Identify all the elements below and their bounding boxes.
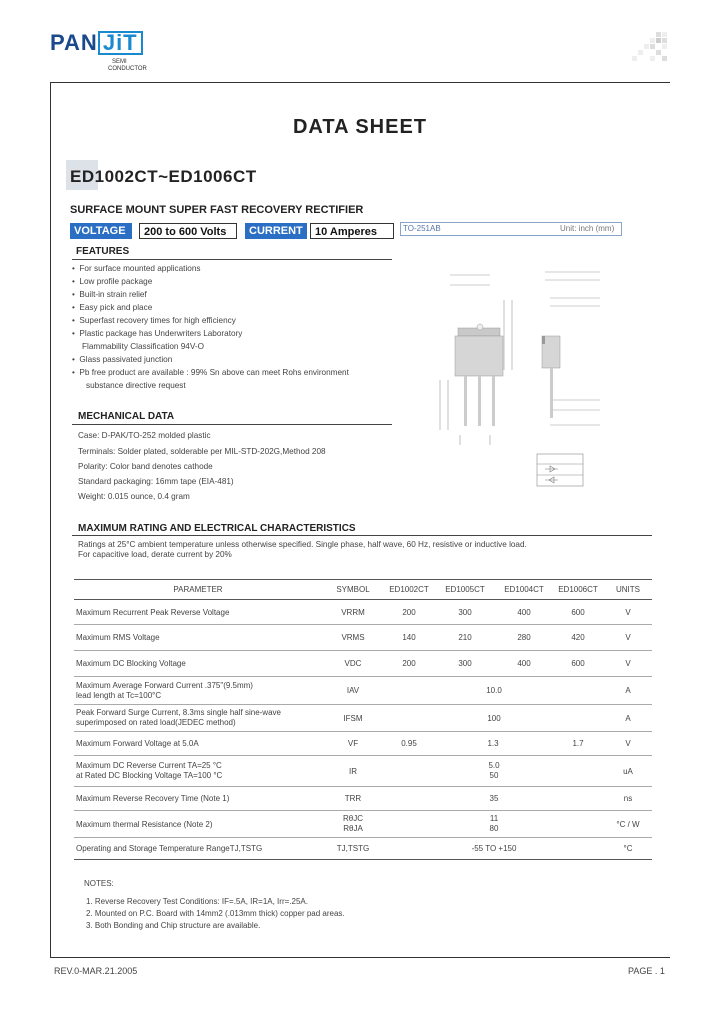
- row-value: 400: [517, 659, 531, 668]
- row-symbol: RθJC RθJA: [342, 814, 363, 833]
- ratings-heading: MAXIMUM RATING AND ELECTRICAL CHARACTERISTICS: [78, 523, 356, 534]
- logo-jit: JiT: [98, 31, 143, 55]
- table-row: [74, 787, 652, 811]
- row-symbol: IR: [349, 766, 357, 776]
- logo-subtitle: [108, 59, 147, 73]
- table-row: [74, 600, 652, 625]
- row-value: 300: [458, 607, 472, 617]
- frame-top-rule: [50, 82, 670, 83]
- table-row: [74, 756, 652, 787]
- row-param: Maximum Recurrent Peak Reverse Voltage: [76, 607, 230, 617]
- row-unit: A: [625, 713, 631, 723]
- features-rule: [72, 259, 392, 260]
- row-value: 10.0: [486, 686, 502, 695]
- part-number: ED1002CT~ED1006CT: [70, 167, 257, 186]
- feature-item: • Glass passivated junction: [72, 355, 173, 364]
- row-value: -55 TO +150: [471, 844, 517, 853]
- mechanical-heading: MECHANICAL DATA: [78, 411, 175, 422]
- row-unit: V: [625, 633, 631, 642]
- row-value: 600: [571, 659, 585, 668]
- ratings-rule: [72, 535, 652, 536]
- feature-item-cont: Flammability Classification 94V-O: [82, 342, 204, 351]
- row-value: 1.7: [572, 739, 584, 748]
- table-row: [74, 677, 652, 705]
- package-name: TO-251AB: [403, 224, 441, 233]
- feature-item-cont: substance directive request: [86, 381, 186, 390]
- table-header-row: [74, 580, 652, 600]
- header-parameter: PARAMETER: [173, 585, 223, 594]
- revision-label: REV.0-MAR.21.2005: [54, 966, 138, 976]
- row-symbol: VF: [347, 739, 359, 748]
- specs-table: [74, 579, 652, 860]
- table-row: [74, 838, 652, 860]
- row-param: Maximum Forward Voltage at 5.0A: [76, 739, 199, 748]
- mechanical-item: Weight: 0.015 ounce, 0.4 gram: [78, 492, 190, 501]
- row-value: 5.0 50: [488, 761, 500, 780]
- table-row: [74, 811, 652, 838]
- row-unit: V: [625, 659, 631, 668]
- row-unit: °C / W: [616, 819, 640, 829]
- table-row: [74, 705, 652, 732]
- feature-item: • For surface mounted applications: [72, 264, 201, 273]
- row-param: Maximum DC Blocking Voltage: [76, 659, 186, 668]
- header-units: UNITS: [616, 585, 640, 594]
- row-value: 11 80: [489, 814, 499, 833]
- row-unit: V: [625, 739, 631, 748]
- company-logo: [50, 30, 143, 56]
- row-param: Operating and Storage Temperature RangeTJ,TSTG: [76, 844, 263, 853]
- feature-item: • Easy pick and place: [72, 303, 153, 312]
- mechanical-item: Case: D-PAK/TO-252 molded plastic: [78, 431, 211, 440]
- row-value: 1.3: [487, 739, 499, 748]
- row-value: 420: [571, 633, 585, 642]
- product-subtitle: SURFACE MOUNT SUPER FAST RECOVERY RECTIFIER: [70, 204, 364, 216]
- row-value: 210: [458, 633, 472, 642]
- row-symbol: IAV: [346, 686, 360, 695]
- header-ed1004ct: ED1004CT: [504, 585, 544, 594]
- frame-bottom-rule: [50, 957, 670, 958]
- row-value: 200: [402, 659, 416, 668]
- mechanical-item: Standard packaging: 16mm tape (EIA-481): [78, 477, 234, 486]
- row-unit: °C: [623, 844, 633, 853]
- current-label: CURRENT: [245, 223, 307, 239]
- package-units: Unit: inch (mm): [560, 224, 615, 233]
- note-item: 2. Mounted on P.C. Board with 14mm2 (.013mm thick) copper pad areas.: [86, 909, 345, 918]
- table-row: [74, 651, 652, 677]
- feature-item: • Built-in strain relief: [72, 290, 147, 299]
- feature-item: • Pb free product are available : 99% Sn above can meet Rohs environment: [72, 368, 349, 377]
- document-title: DATA SHEET: [292, 116, 428, 138]
- decorative-dots-icon: [628, 30, 668, 66]
- row-param: Maximum RMS Voltage: [76, 633, 160, 642]
- row-unit: ns: [623, 794, 633, 803]
- note-item: 3. Both Bonding and Chip structure are available.: [86, 921, 261, 930]
- feature-item: • Plastic package has Underwriters Laboratory: [72, 329, 243, 338]
- row-unit: uA: [623, 766, 633, 776]
- ratings-note-1: Ratings at 25°C ambient temperature unless otherwise specified. Single phase, half wave, 60 Hz, resistive or inductive load.: [78, 540, 527, 549]
- mechanical-item: Polarity: Color band denotes cathode: [78, 462, 213, 471]
- features-heading: FEATURES: [76, 246, 130, 257]
- mechanical-rule: [72, 424, 392, 425]
- logo-sub-2: CONDUCTOR: [108, 66, 147, 72]
- row-symbol: IFSM: [343, 713, 363, 723]
- header-ed1002ct: ED1002CT: [389, 585, 429, 594]
- row-value: 200: [402, 607, 416, 617]
- row-value: 35: [489, 794, 499, 803]
- current-value: 10 Amperes: [310, 223, 394, 239]
- row-value: 400: [517, 607, 531, 617]
- row-unit: V: [625, 607, 631, 617]
- row-symbol: VRRM: [341, 607, 365, 617]
- mechanical-item: Terminals: Solder plated, solderable per MIL-STD-202G,Method 208: [78, 447, 326, 456]
- header-symbol: SYMBOL: [336, 585, 370, 594]
- row-value: 100: [487, 713, 501, 723]
- row-value: 280: [517, 633, 531, 642]
- row-symbol: VRMS: [341, 633, 365, 642]
- header-ed1006ct: ED1006CT: [558, 585, 598, 594]
- logo-sub-1: SEMI: [112, 59, 127, 65]
- feature-item: • Superfast recovery times for high efficiency: [72, 316, 236, 325]
- row-value: 0.95: [401, 739, 417, 748]
- row-param: Maximum DC Reverse Current TA=25 °C at Rated DC Blocking Voltage TA=100 °C: [76, 761, 223, 780]
- row-param: Maximum thermal Resistance (Note 2): [76, 819, 213, 829]
- row-symbol: VDC: [344, 659, 362, 668]
- row-param: Maximum Average Forward Current .375"(9.5mm) lead length at Tc=100°C: [76, 680, 253, 700]
- row-value: 300: [458, 659, 472, 668]
- page-number: PAGE . 1: [628, 966, 665, 976]
- logo-pan: PAN: [50, 30, 98, 55]
- note-item: 1. Reverse Recovery Test Conditions: IF=.5A, IR=1A, Irr=.25A.: [86, 897, 308, 906]
- row-value: 140: [402, 633, 416, 642]
- notes-title: NOTES:: [84, 879, 114, 888]
- feature-item: • Low profile package: [72, 277, 153, 286]
- row-symbol: TRR: [344, 794, 362, 803]
- ratings-note-2: For capacitive load, derate current by 20%: [78, 550, 232, 559]
- row-value: 600: [571, 607, 585, 617]
- row-symbol: TJ,TSTG: [336, 844, 370, 853]
- row-param: Maximum Reverse Recovery Time (Note 1): [76, 794, 230, 803]
- frame-left-rule: [50, 82, 51, 957]
- row-param: Peak Forward Surge Current, 8.3ms single half sine-wave superimposed on rated load(JEDEC method): [76, 708, 281, 727]
- table-row: [74, 625, 652, 651]
- row-unit: A: [625, 686, 631, 695]
- voltage-label: VOLTAGE: [70, 223, 132, 239]
- voltage-value: 200 to 600 Volts: [139, 223, 237, 239]
- package-outline-drawing: [400, 240, 622, 490]
- header-ed1005ct: ED1005CT: [445, 585, 485, 594]
- table-row: [74, 732, 652, 756]
